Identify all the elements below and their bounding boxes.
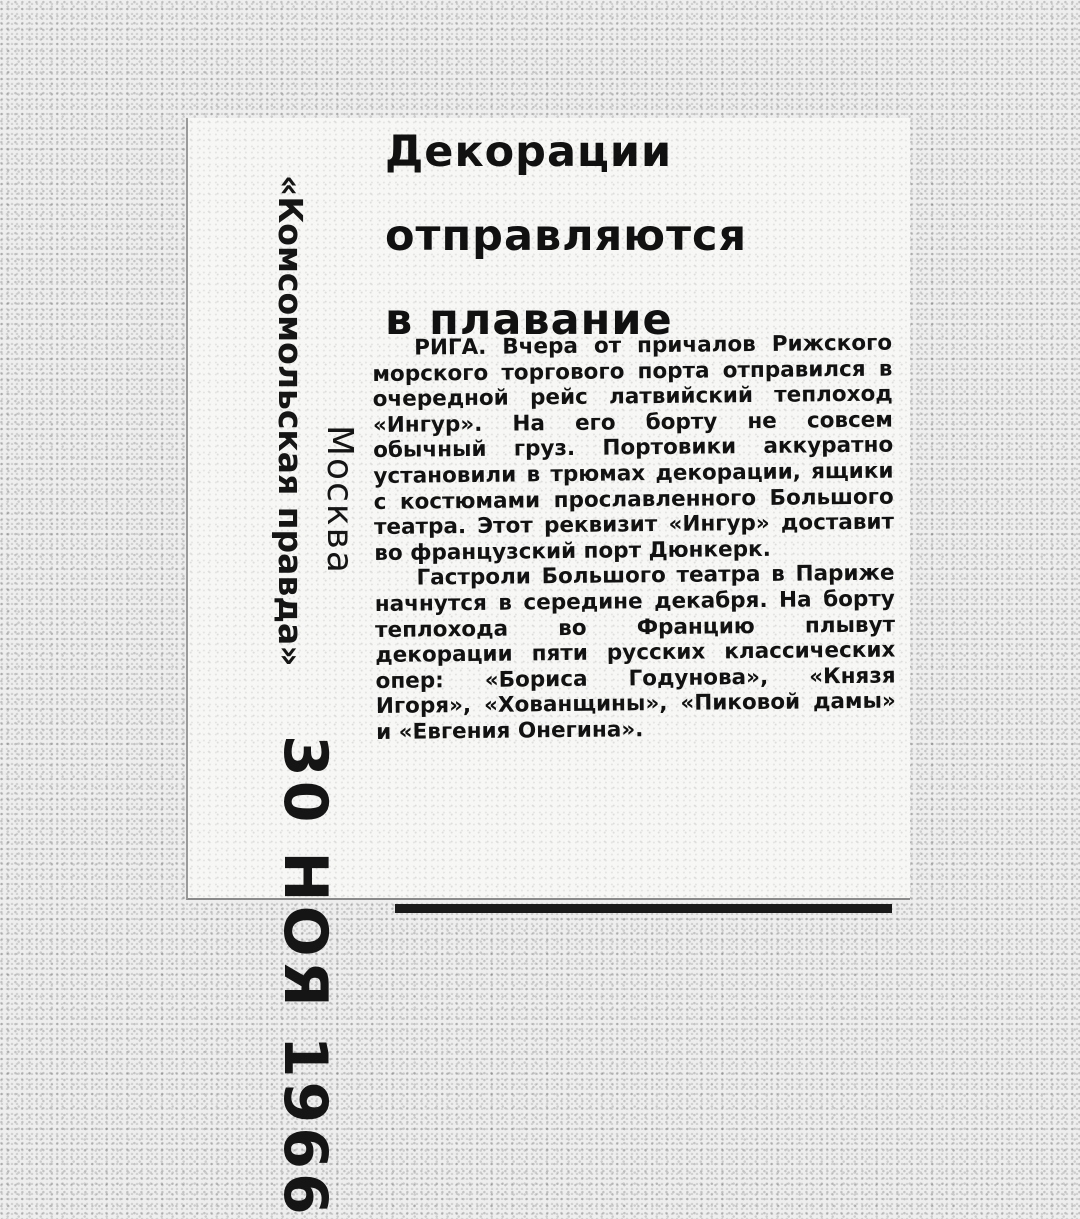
stamp-newspaper-name: «Комсомольская правда» bbox=[271, 175, 310, 667]
article-body bbox=[372, 331, 898, 876]
headline-line-2: отправляются bbox=[385, 211, 748, 261]
headline-line-1: Декорации bbox=[385, 127, 673, 177]
stamp-city: Москва bbox=[319, 425, 360, 575]
article-paragraph-2: Гастроли Большого театра в Париже начнутся в середине декабря. На борту теплохода во Францию плывут декорации пяти русских классических опер: «Бориса Годунова», «Князя Игоря», «Хованщины», «Пиковой дамы» и «Евгения Онегина». bbox=[374, 560, 896, 745]
archive-stamp bbox=[210, 165, 360, 1219]
bottom-rule bbox=[395, 904, 892, 913]
headline-line-3: в плавание bbox=[385, 295, 673, 345]
article-headline bbox=[385, 110, 805, 362]
article-paragraph-1: РИГА. Вчера от причалов Рижского морского торгового порта отправился в очередной рейс латвийский теплоход «Ингур». На его борту не совсем обычный груз. Портовики аккуратно установили в трюмах декорации, ящики с костюмами прославленного Большого театра. Этот реквизит «Ингур» доставит во французский порт Дюнкерк. bbox=[372, 330, 895, 566]
stamp-date: 30 НОЯ 1966 bbox=[270, 735, 340, 1219]
